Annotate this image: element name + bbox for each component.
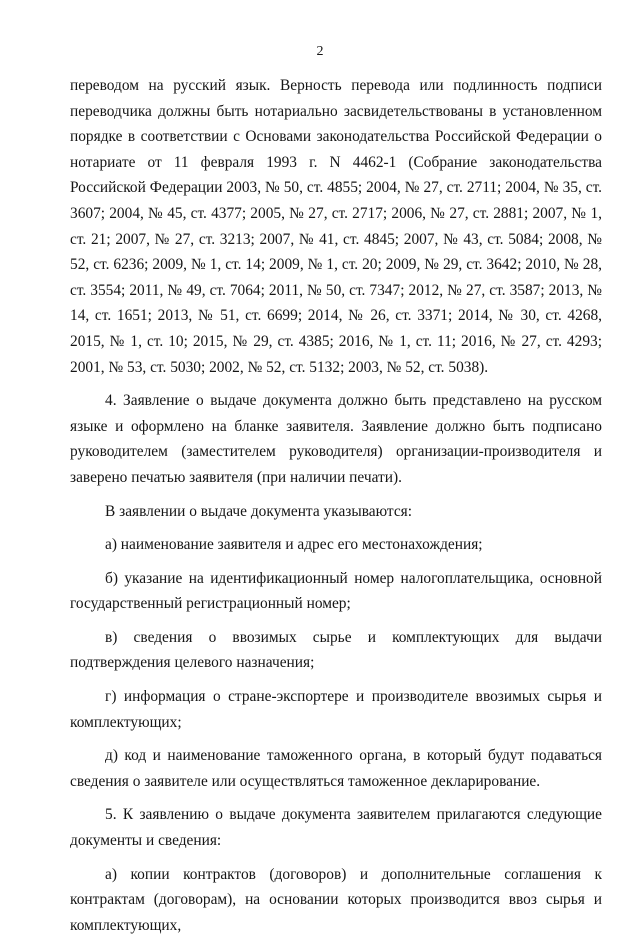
paragraph-item-5: 5. К заявлению о выдаче документа заявителем прилагаются следующие документы и сведения: <box>70 806 602 850</box>
list-item-g: г) информация о стране-экспортере и производителе ввозимых сырья и комплектующих; <box>70 688 602 731</box>
list-item-a-contracts: а) копии контрактов (договоров) и дополнительные соглашения к контрактам (договорам), на основании которых производится ввоз сырья и комплектующих, <box>70 865 602 934</box>
paragraph-translation-certification: переводом на русский язык. Верность перевода или подлинность подписи переводчика должны быть нотариально засвидетельствованы в установленном порядке в соответствии с Основами законодательства Российской Федерации о нотариате от 11 февраля 1993 г. N 4462-1 (Собрание законодательства Российской Федерации 2003, № 50, ст. 4855; 2004, № 27, ст. 2711; 2004, № 35, ст. 3607; 2004, № 45, ст. 4377; 2005, № 27, ст. 2717; 2006, № 27, ст. 2881; 2007, № 1, ст. 21; 2007, № 27, ст. 3213; 2007, № 41, ст. 4845; 2007, № 43, ст. 5084; 2008, № 52, ст. 6236; 2009, № 1, ст. 14; 2009, № 1, ст. 20; 2009, № 29, ст. 3642; 2010, № 28, ст. 3554; 2011, № 49, ст. 7064; 2011, № 50, ст. 7347; 2012, № 27, ст. 3587; 2013, № 14, ст. 1651; 2013, № 51, ст. 6699; 2014, № 26, ст. 3371; 2014, № 30, ст. 4268, 2015, № 1, ст. 10; 2015, № 29, ст. 4385; 2016, № 1, ст. 11; 2016, № 27, ст. 4293; 2001, № 53, ст. 5030; 2002, № 52, ст. 5132; 2003, № 52, ст. 5038). <box>70 77 602 376</box>
list-item-b: б) указание на идентификационный номер налогоплательщика, основной государственный регистрационный номер; <box>70 569 602 613</box>
paragraph-item-4: 4. Заявление о выдаче документа должно быть представлено на русском языке и оформлено на бланке заявителя. Заявление должно быть подписано руководителем (заместителем руководителя) организации-производителя и заверено печатью заявителя (при наличии печати). <box>70 392 602 486</box>
list-item-d: д) код и наименование таможенного органа, в который будут подаваться сведения о заявителе или осуществляться таможенное декларирование. <box>70 747 602 790</box>
list-item-a: а) наименование заявителя и адрес его местонахождения; <box>105 536 483 554</box>
list-item-v: в) сведения о ввозимых сырье и комплектующих для выдачи подтверждения целевого назначения; <box>70 628 602 672</box>
document-body <box>70 73 602 946</box>
paragraph-application-contents: В заявлении о выдаче документа указываются: <box>105 502 413 520</box>
page-number: 2 <box>316 44 324 59</box>
